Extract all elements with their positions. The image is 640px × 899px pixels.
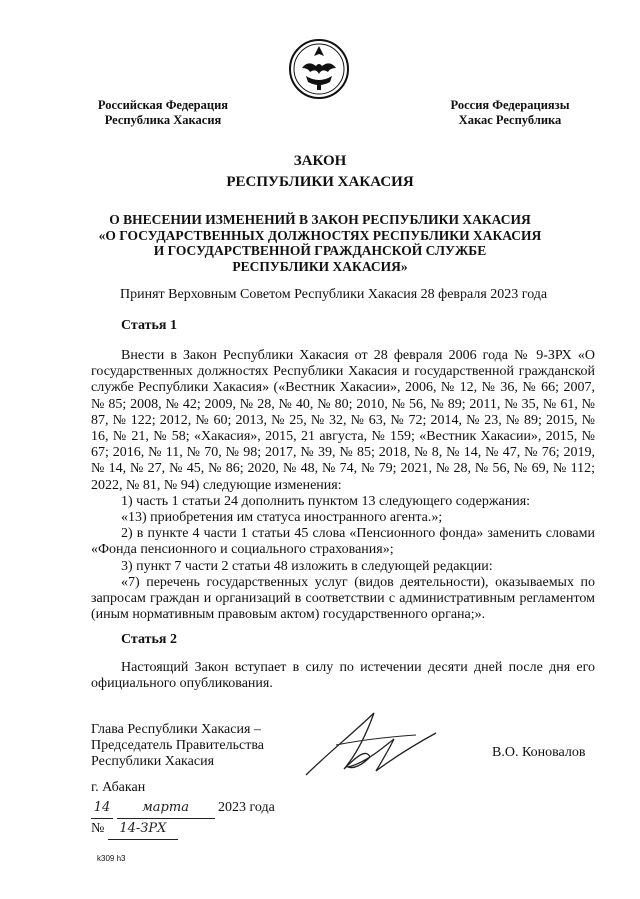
- header-right-line2: Хакас Республика: [458, 113, 562, 127]
- article-1-item: 3) пункт 7 части 2 статьи 48 изложить в следующей редакции:: [121, 558, 493, 574]
- law-number-line: [91, 819, 275, 840]
- subject-line: «О ГОСУДАРСТВЕННЫХ ДОЛЖНОСТЯХ РЕСПУБЛИКИ ХАКАСИЯ: [98, 227, 542, 243]
- subject-line: И ГОСУДАРСТВЕННОЙ ГРАЖДАНСКОЙ СЛУЖБЕ: [153, 243, 487, 258]
- law-number: 14-ЗРХ: [108, 819, 178, 840]
- article-1-intro: Внести в Закон Республики Хакасия от 28 февраля 2006 года № 9-ЗРХ «О государственных должностях Республики Хакасия и государственной гражданской службе Республики Хакасия» («Вестник Хакасии», 2006, № 12, № 36, № 66; 2007, № 85; 2008, № 42; 2009, № 28, № 40, № 80; 2010, № 56, № 89; 2011, № 35, № 61, № 87, № 122; 2012, № 60; 2013, № 25, № 32, № 63, № 72; 2014, № 23, № 89; 2015, № 16, № 21, № 58; «Хакасия», 2015, 21 августа, № 159; «Вестник Хакасии», 2015, № 67; 2016, № 11, № 70, № 98; 2017, № 39, № 85; 2018, № 8, № 14, № 47, № 76; 2019, № 14, № 27, № 45, № 86; 2020, № 48, № 74, № 79; 2021, № 28, № 56, № 69, № 112; 2022, № 81, № 94) следующие изменения:: [91, 348, 595, 493]
- position-line: Председатель Правительства: [91, 738, 264, 753]
- date-day: 14: [91, 798, 113, 819]
- article-1-item: «13) приобретения им статуса иностранного агента.»;: [121, 510, 443, 526]
- signatory-position: [91, 722, 264, 770]
- footer-code: k309 h3: [97, 854, 126, 863]
- position-line: Республики Хакасия: [91, 754, 215, 769]
- date-year: 2023 года: [218, 800, 275, 815]
- handwritten-signature: [296, 705, 446, 785]
- article-1-heading: Статья 1: [121, 318, 177, 333]
- article-1-item: 2) в пункте 4 части 1 статьи 45 слова «Пенсионного фонда» заменить словами «Фонда пенсионного и социального страхования»;: [91, 526, 595, 558]
- city: г. Абакан: [91, 780, 146, 795]
- subject-line: О ВНЕСЕНИИ ИЗМЕНЕНИЙ В ЗАКОН РЕСПУБЛИКИ ХАКАСИЯ: [109, 212, 531, 227]
- header-right-line1: Россия Федерациязы: [450, 98, 570, 112]
- header-left-line2: Республика Хакасия: [104, 113, 222, 127]
- coat-of-arms-emblem: [288, 38, 350, 100]
- document-issuer: РЕСПУБЛИКИ ХАКАСИЯ: [226, 174, 414, 190]
- header-left: [88, 98, 238, 128]
- date-line: [91, 798, 275, 819]
- position-line: Глава Республики Хакасия –: [91, 722, 261, 737]
- date-month: марта: [117, 798, 215, 819]
- number-prefix: №: [91, 821, 105, 836]
- article-1-item: 1) часть 1 статьи 24 дополнить пунктом 13 следующего содержания:: [121, 493, 531, 509]
- law-subject: [80, 212, 560, 274]
- article-2-body: [91, 660, 595, 692]
- header-left-line1: Российская Федерация: [97, 98, 229, 112]
- article-1-item: «7) перечень государственных услуг (видов деятельности), оказываемых по запросам граждан и организаций в соответствии с административным регламентом (иным нормативным правовым актом) государственного органа;».: [91, 574, 595, 623]
- article-2-text: Настоящий Закон вступает в силу по истечении десяти дней после дня его официального опубликования.: [91, 660, 595, 692]
- header-right: [440, 98, 580, 128]
- subject-line: РЕСПУБЛИКИ ХАКАСИЯ»: [232, 258, 408, 274]
- signatory-name: В.О. Коновалов: [492, 745, 586, 760]
- article-1-body: [91, 348, 595, 623]
- place-and-date: [91, 778, 275, 840]
- adoption-note: Принят Верховным Советом Республики Хакасия 28 февраля 2023 года: [120, 287, 548, 302]
- article-2-heading: Статья 2: [121, 632, 177, 647]
- document-type: ЗАКОН: [293, 153, 347, 169]
